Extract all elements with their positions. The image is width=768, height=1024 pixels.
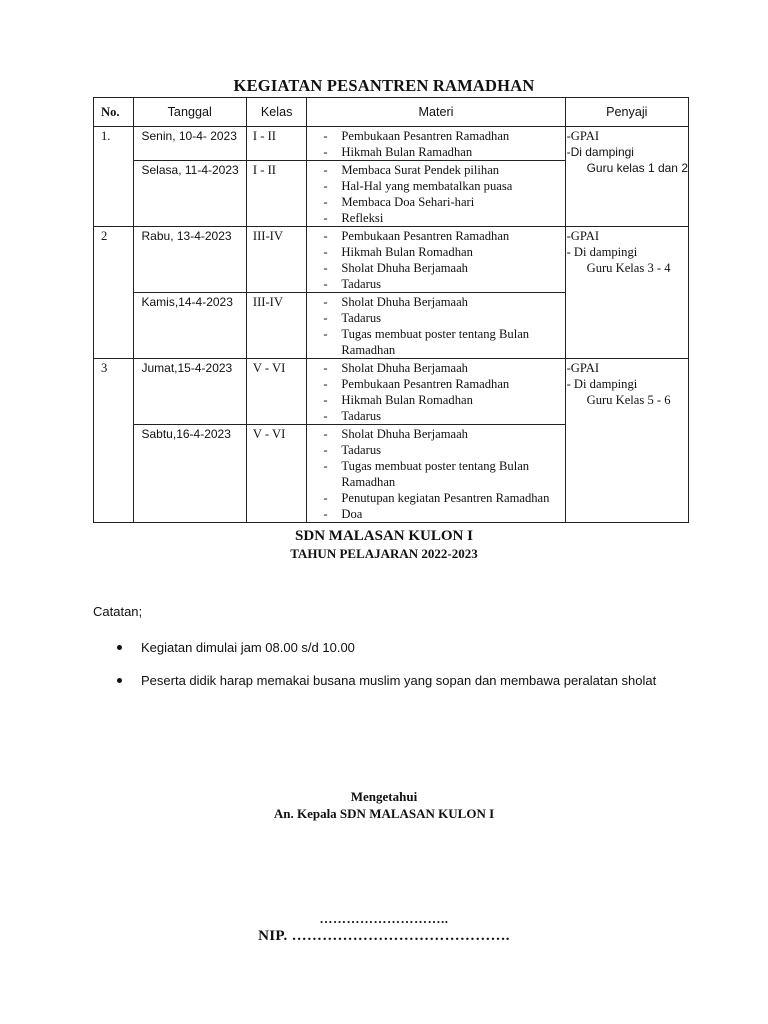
material-item: - Membaca Surat Pendek pilihan (307, 162, 564, 178)
school-name: SDN MALASAN KULON I (295, 528, 473, 544)
material-item: - Pembukaan Pesantren Ramadhan (307, 128, 564, 144)
note-item: Peserta didik harap memakai busana muslim yang sopan dan membawa peralatan sholat (93, 665, 693, 696)
presenter-cell (565, 127, 688, 227)
table-row (94, 127, 689, 161)
materials-list (307, 426, 564, 522)
day-date: Jumat,15-4-2023 (133, 359, 246, 425)
document-title: KEGIATAN PESANTREN RAMADHAN (233, 76, 535, 95)
material-item: - Sholat Dhuha Berjamaah (307, 294, 564, 310)
material-item: - Sholat Dhuha Berjamaah (307, 260, 564, 276)
material-item: - Penutupan kegiatan Pesantren Ramadhan (307, 490, 564, 506)
day-class: I - II (246, 127, 306, 161)
day-class: III-IV (246, 293, 306, 359)
signature-role: An. Kepala SDN MALASAN KULON I (273, 806, 495, 821)
header-row (94, 98, 689, 127)
presenter-line: Guru Kelas 5 - 6 (586, 393, 671, 407)
materials-list (307, 294, 564, 358)
material-item: - Tadarus (307, 276, 564, 292)
presenter-line: -GPAI (566, 129, 600, 143)
signature-nip: NIP. ……………………………………. (258, 928, 510, 944)
presenter-line: Guru kelas 1 dan 2 (586, 161, 688, 175)
presenter-line: Guru Kelas 3 - 4 (586, 261, 671, 275)
material-item: - Sholat Dhuha Berjamaah (307, 426, 564, 442)
material-item: - Tugas membuat poster tentang Bulan Ramadhan (307, 326, 564, 358)
presenter-cell (565, 227, 688, 359)
schedule-table-header (94, 98, 689, 127)
header-no: No. (94, 98, 134, 127)
materials-list (307, 128, 564, 160)
day-materials (307, 127, 565, 161)
signature-acknowledgement: Mengetahui (350, 789, 418, 804)
day-materials (307, 161, 565, 227)
table-row (94, 359, 689, 425)
material-item: - Hal-Hal yang membatalkan puasa (307, 178, 564, 194)
day-materials (307, 359, 565, 425)
note-item: Kegiatan dimulai jam 08.00 s/d 10.00 (93, 632, 693, 663)
day-class: III-IV (246, 227, 306, 293)
notes-heading: Catatan; (93, 604, 143, 619)
day-date: Rabu, 13-4-2023 (133, 227, 246, 293)
day-class: V - VI (246, 425, 306, 523)
day-class: I - II (246, 161, 306, 227)
material-item: - Hikmah Bulan Ramadhan (307, 144, 564, 160)
presenter-line: -Di dampingi (566, 145, 634, 159)
material-item: - Hikmah Bulan Romadhan (307, 244, 564, 260)
materials-list (307, 360, 564, 424)
presenter-line: - Di dampingi (566, 377, 638, 391)
material-item: - Tadarus (307, 310, 564, 326)
day-materials (307, 293, 565, 359)
presenter-line: -GPAI (566, 361, 600, 375)
signature-name-line: ……………………….. (319, 911, 449, 926)
day-date: Selasa, 11-4-2023 (133, 161, 246, 227)
header-kelas: Kelas (246, 98, 306, 127)
material-item: - Tadarus (307, 408, 564, 424)
materials-list (307, 228, 564, 292)
material-item: - Pembukaan Pesantren Ramadhan (307, 228, 564, 244)
material-item: - Tugas membuat poster tentang Bulan Ramadhan (307, 458, 564, 490)
notes-list (93, 632, 693, 696)
material-item: - Doa (307, 506, 564, 522)
presenter-line: -GPAI (566, 229, 600, 243)
day-class: V - VI (246, 359, 306, 425)
day-materials (307, 227, 565, 293)
materials-list (307, 162, 564, 226)
material-item: - Tadarus (307, 442, 564, 458)
material-item: - Refleksi (307, 210, 564, 226)
header-tanggal: Tanggal (133, 98, 246, 127)
group-number: 3 (94, 359, 134, 523)
header-materi: Materi (307, 98, 565, 127)
schedule-table (93, 97, 689, 523)
day-date: Senin, 10-4- 2023 (133, 127, 246, 161)
material-item: - Sholat Dhuha Berjamaah (307, 360, 564, 376)
header-penyaji: Penyaji (565, 98, 688, 127)
presenter-line: - Di dampingi (566, 245, 638, 259)
material-item: - Hikmah Bulan Romadhan (307, 392, 564, 408)
day-date: Kamis,14-4-2023 (133, 293, 246, 359)
academic-year: TAHUN PELAJARAN 2022-2023 (290, 546, 478, 561)
table-row (94, 227, 689, 293)
schedule-table-body (94, 127, 689, 523)
day-date: Sabtu,16-4-2023 (133, 425, 246, 523)
group-number: 1. (94, 127, 134, 227)
presenter-cell (565, 359, 688, 523)
day-materials (307, 425, 565, 523)
material-item: - Pembukaan Pesantren Ramadhan (307, 376, 564, 392)
material-item: - Membaca Doa Sehari-hari (307, 194, 564, 210)
group-number: 2 (94, 227, 134, 359)
